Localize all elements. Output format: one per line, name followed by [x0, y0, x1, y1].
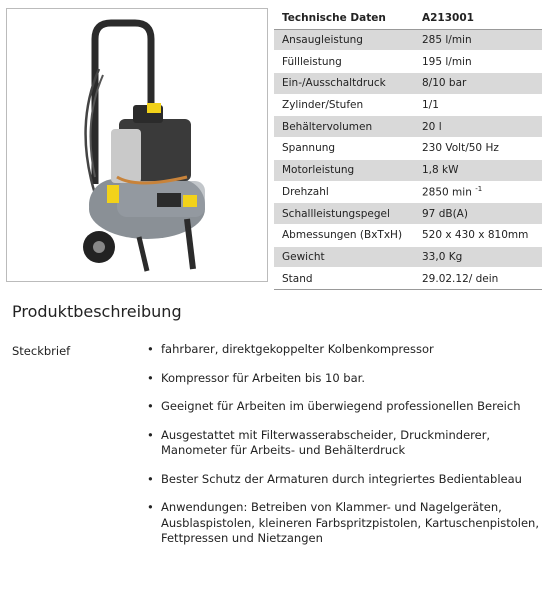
spec-value — [414, 246, 542, 268]
spec-label: Ein-/Ausschaltdruck — [274, 73, 414, 95]
table-row — [274, 159, 542, 181]
table-row — [274, 181, 542, 203]
spec-value-text: 29.02.12/ dein — [422, 272, 499, 285]
list-item — [147, 371, 542, 387]
table-row — [274, 138, 542, 160]
bullet-icon: • — [147, 427, 154, 442]
table-row — [274, 224, 542, 246]
spec-label: Füllleistung — [274, 51, 414, 73]
table-row — [274, 29, 542, 51]
list-item — [147, 428, 542, 459]
spec-value-text: 8/10 bar — [422, 77, 467, 90]
table-row — [274, 203, 542, 225]
spec-value-text: 2850 min — [422, 186, 472, 199]
bullet-icon: • — [147, 500, 154, 514]
spec-value-text: 1,8 kW — [422, 164, 459, 177]
table-row — [274, 73, 542, 95]
feature-list — [147, 342, 542, 560]
spec-label: Gewicht — [274, 246, 414, 268]
spec-value — [414, 224, 542, 246]
list-item — [147, 472, 542, 488]
spec-label: Schallleistungspegel — [274, 203, 414, 225]
table-header-row — [274, 8, 542, 29]
spec-value-text: 97 dB(A) — [422, 207, 468, 220]
list-item-text: Kompressor für Arbeiten bis 10 bar. — [161, 370, 365, 385]
spec-value — [414, 268, 542, 290]
header-label: Technische Daten — [274, 8, 414, 29]
list-item — [147, 342, 542, 358]
table-row — [274, 51, 542, 73]
compressor-illustration — [7, 9, 267, 281]
technical-data-table — [274, 8, 542, 290]
spec-value-superscript: -1 — [475, 185, 483, 194]
spec-value — [414, 116, 542, 138]
bullet-icon: • — [147, 342, 154, 356]
spec-label: Abmessungen (BxTxH) — [274, 224, 414, 246]
table-row — [274, 94, 542, 116]
spec-value-text: 33,0 Kg — [422, 250, 463, 263]
bullet-icon: • — [147, 370, 154, 385]
spec-label: Spannung — [274, 138, 414, 160]
spec-value — [414, 203, 542, 225]
spec-value — [414, 73, 542, 95]
product-image — [6, 8, 268, 282]
spec-label: Ansaugleistung — [274, 29, 414, 51]
spec-label: Motorleistung — [274, 159, 414, 181]
spec-value — [414, 181, 542, 203]
list-item-text: fahrbarer, direktgekoppelter Kolbenkompressor — [161, 342, 434, 356]
header-value: A213001 — [414, 8, 542, 29]
spec-value-text: 20 l — [422, 120, 442, 133]
spec-value-text: 230 Volt/50 Hz — [422, 142, 499, 155]
list-item — [147, 399, 542, 415]
spec-label: Zylinder/Stufen — [274, 94, 414, 116]
table-row — [274, 246, 542, 268]
section-title: Produktbeschreibung — [12, 302, 182, 321]
spec-value-text: 1/1 — [422, 99, 439, 112]
spec-value — [414, 138, 542, 160]
spec-value — [414, 29, 542, 51]
spec-value-text: 285 l/min — [422, 34, 472, 47]
table-row — [274, 268, 542, 290]
spec-label: Behältervolumen — [274, 116, 414, 138]
spec-value — [414, 51, 542, 73]
list-item — [147, 500, 542, 547]
list-item-text: Bester Schutz der Armaturen durch integriertes Bedientableau — [161, 471, 522, 486]
spec-value-text: 520 x 430 x 810mm — [422, 229, 529, 242]
steckbrief-label: Steckbrief — [12, 344, 71, 358]
bullet-icon: • — [147, 399, 154, 413]
spec-value — [414, 94, 542, 116]
spec-label: Drehzahl — [274, 181, 414, 203]
spec-value — [414, 159, 542, 181]
bullet-icon: • — [147, 471, 154, 486]
list-item-text: Anwendungen: Betreiben von Klammer- und Nagelgeräten, Ausblaspistolen, kleineren Farbspritzpistolen, Kartuschenpistolen, Fettpressen und Nietzangen — [161, 500, 539, 545]
spec-label: Stand — [274, 268, 414, 290]
table-row — [274, 116, 542, 138]
list-item-text: Ausgestattet mit Filterwasserabscheider, Druckminderer, Manometer für Arbeits- und Behälterdruck — [161, 427, 491, 457]
spec-value-text: 195 l/min — [422, 55, 472, 68]
list-item-text: Geeignet für Arbeiten im überwiegend professionellen Bereich — [161, 399, 521, 413]
